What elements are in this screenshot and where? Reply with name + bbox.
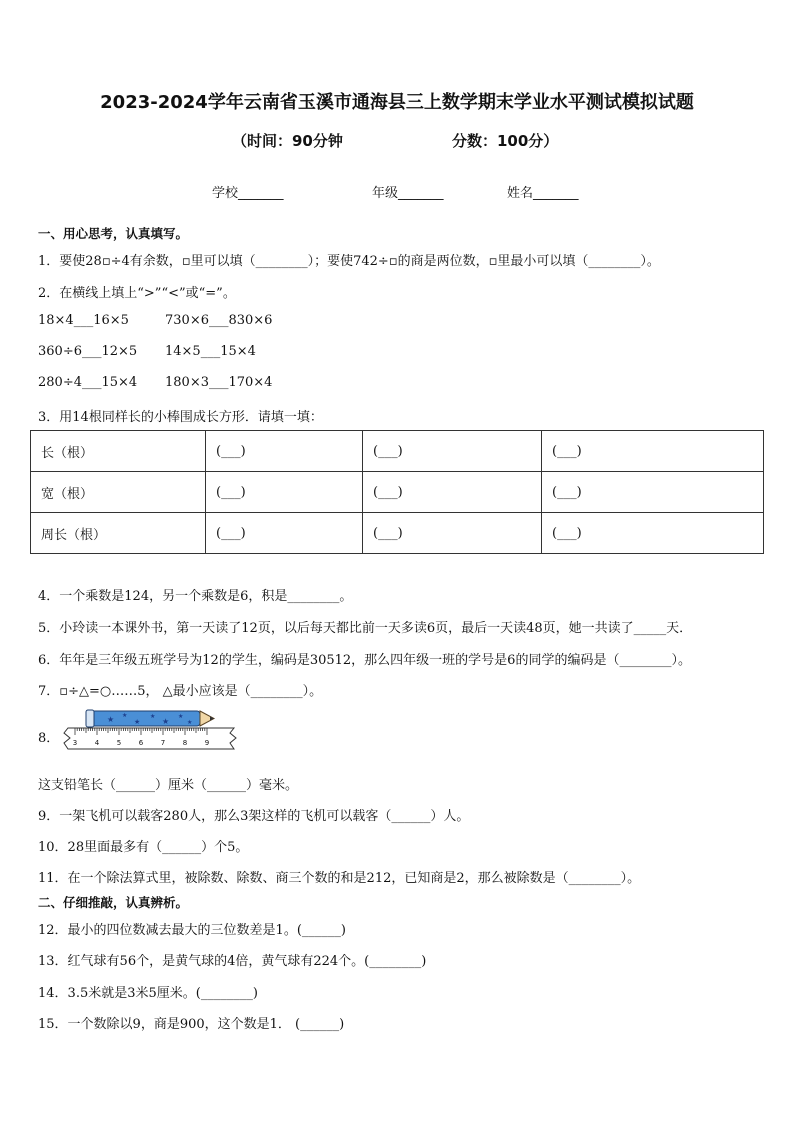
svg-text:★: ★ xyxy=(122,712,128,719)
comparison-item: 180×3___170×4 xyxy=(165,375,273,390)
question-9: 9．一架飞机可以载客280人，那么3架这样的飞机可以载客（______）人。 xyxy=(38,809,470,824)
question-13: 13．红气球有56个，是黄气球的4倍，黄气球有224个。(________) xyxy=(38,954,427,969)
comparison-item: 14×5___15×4 xyxy=(165,344,256,359)
question-11: 11．在一个除法算式里，被除数、除数、商三个数的和是212，已知商是2，那么被除数是（________）。 xyxy=(38,871,641,886)
time-limit: （时间：90分钟 xyxy=(232,132,343,150)
question-5: 5．小玲读一本课外书，第一天读了12页，以后每天都比前一天多读6页，最后一天读48页，她一共读了_____天． xyxy=(38,621,693,636)
ruler-tick-label: 8 xyxy=(182,739,188,747)
ruler-figure xyxy=(62,706,246,754)
svg-text:★: ★ xyxy=(134,718,141,726)
question-10: 10．28里面最多有（______）个5。 xyxy=(38,840,249,855)
row-label: 周长（根） xyxy=(31,513,206,554)
answer-cell: (___) xyxy=(206,472,363,513)
svg-text:★: ★ xyxy=(187,719,193,726)
answer-cell: (___) xyxy=(542,472,764,513)
comparison-item: 280÷4___15×4 xyxy=(38,375,138,390)
question-8-number: 8． xyxy=(38,731,60,746)
table-row xyxy=(31,472,764,513)
answer-cell: (___) xyxy=(206,513,363,554)
svg-text:★: ★ xyxy=(107,715,115,724)
question-14: 14．3.5米就是3米5厘米。(________) xyxy=(38,986,258,1001)
table-row xyxy=(31,513,764,554)
rectangle-table xyxy=(30,430,764,554)
total-score: 分数：100分） xyxy=(452,132,559,150)
section-2-heading: 二、仔细推敲，认真辨析。 xyxy=(38,895,189,910)
question-15: 15．一个数除以9，商是900，这个数是1． (______) xyxy=(38,1017,345,1032)
ruler-tick-label: 6 xyxy=(138,739,144,747)
section-1-heading: 一、用心思考，认真填写。 xyxy=(38,226,189,241)
question-8: 这支铅笔长（______）厘米（______）毫米。 xyxy=(38,778,299,793)
question-3: 3．用14根同样长的小棒围成长方形．请填一填： xyxy=(38,410,323,425)
ruler-tick-label: 9 xyxy=(204,739,210,747)
ruler-tick-label: 7 xyxy=(160,739,166,747)
row-label: 宽（根） xyxy=(31,472,206,513)
pencil-icon xyxy=(86,710,214,727)
question-7: 7．▫÷△=○……5， △最小应该是（________）。 xyxy=(38,684,323,699)
answer-cell: (___) xyxy=(542,513,764,554)
ruler-tick-label: 4 xyxy=(94,739,100,747)
svg-text:★: ★ xyxy=(178,713,184,720)
ruler-tick-label: 5 xyxy=(116,739,122,747)
answer-cell: (___) xyxy=(363,431,542,472)
question-12: 12．最小的四位数减去最大的三位数差是1。(______) xyxy=(38,923,346,938)
question-2: 2．在横线上填上“>”“<”或“=”。 xyxy=(38,286,236,301)
ruler-tick-label: 3 xyxy=(72,739,78,747)
school-field: 学校_______ xyxy=(212,186,284,201)
svg-text:★: ★ xyxy=(150,713,156,720)
table-row xyxy=(31,431,764,472)
answer-cell: (___) xyxy=(363,513,542,554)
comparison-item: 360÷6___12×5 xyxy=(38,344,138,359)
ruler-body xyxy=(64,728,236,749)
answer-cell: (___) xyxy=(363,472,542,513)
page-title: 2023-2024学年云南省玉溪市通海县三上数学期末学业水平测试模拟试题 xyxy=(100,92,694,113)
question-4: 4．一个乘数是124，另一个乘数是6，积是________。 xyxy=(38,589,353,604)
question-6: 6．年年是三年级五班学号为12的学生，编码是30512，那么四年级一班的学号是6的同学的编码是（________）。 xyxy=(38,653,691,668)
comparison-item: 730×6___830×6 xyxy=(165,313,273,328)
pencil-on-ruler-figure xyxy=(62,706,246,754)
comparison-item: 18×4___16×5 xyxy=(38,313,129,328)
row-label: 长（根） xyxy=(31,431,206,472)
svg-text:★: ★ xyxy=(162,717,170,726)
name-field: 姓名_______ xyxy=(507,186,579,201)
answer-cell: (___) xyxy=(542,431,764,472)
question-1: 1．要使28▫÷4有余数，▫里可以填（________）；要使742÷▫的商是两位数，▫里最小可以填（________）。 xyxy=(38,254,660,269)
grade-field: 年级_______ xyxy=(372,186,444,201)
answer-cell: (___) xyxy=(206,431,363,472)
